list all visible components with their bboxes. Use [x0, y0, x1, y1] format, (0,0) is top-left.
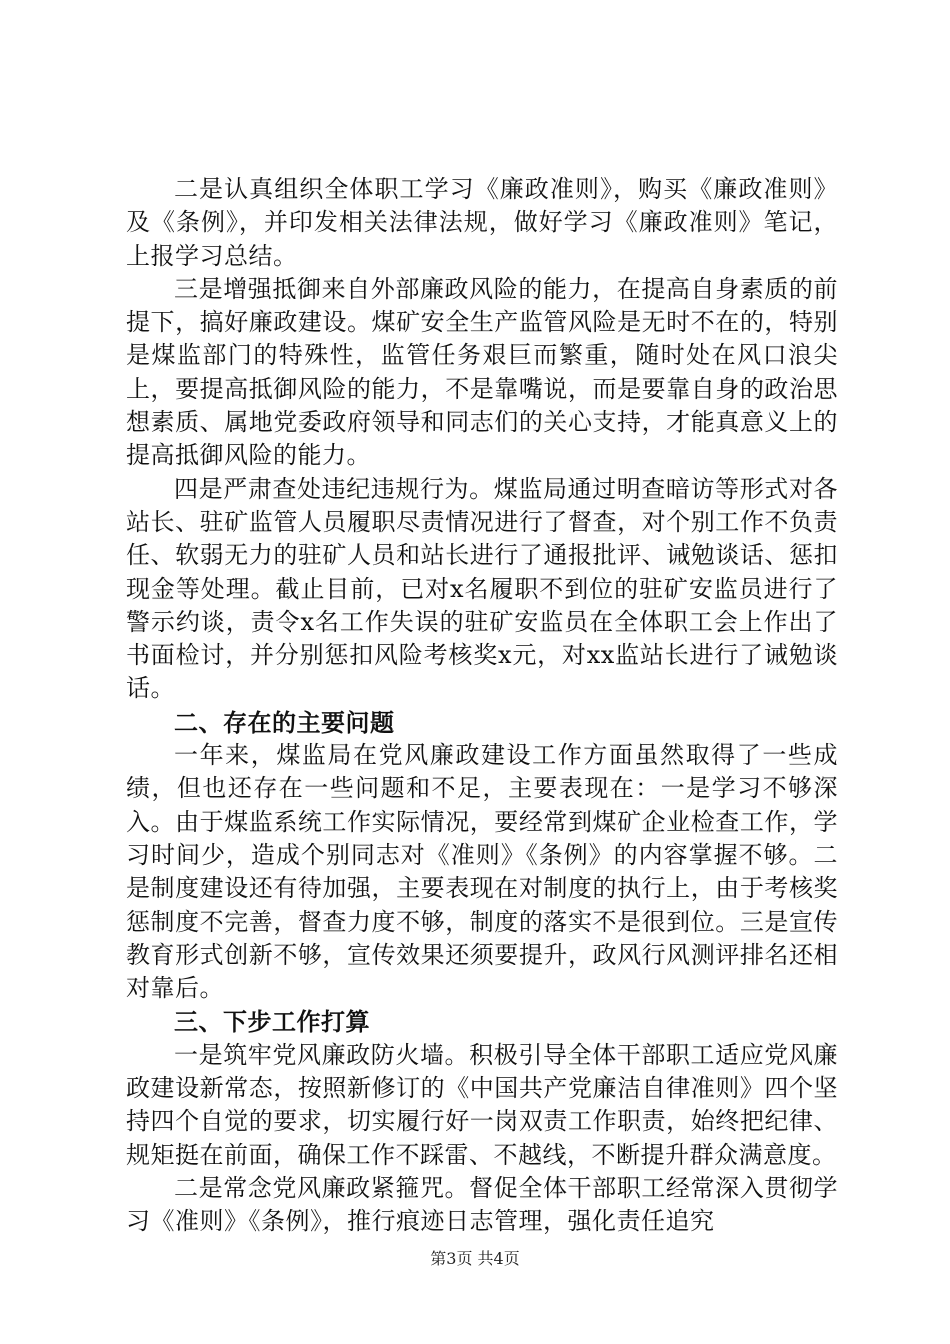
- section-heading: 二、存在的主要问题: [174, 707, 395, 737]
- paragraph: 一是筑牢党风廉政防火墙。积极引导全体干部职工适应党风廉政建设新常态，按照新修订的《中国共产党廉洁自律准则》四个坚持四个自觉的要求，切实履行好一岗双责工作职责，始终把纪律、规矩挺在前面，确保工作不踩雷、不越线，不断提升群众满意度。: [126, 1040, 838, 1169]
- page-footer: 第3页 共4页: [430, 1249, 520, 1268]
- paragraph: 二是常念党风廉政紧箍咒。督促全体干部职工经常深入贯彻学习《准则》《条例》，推行痕迹日志管理，强化责任追究: [126, 1173, 838, 1236]
- paragraph: 一年来，煤监局在党风廉政建设工作方面虽然取得了一些成绩，但也还存在一些问题和不足，主要表现在：一是学习不够深入。由于煤监系统工作实际情况，要经常到煤矿企业检查工作，学习时间少，造成个别同志对《准则》《条例》的内容掌握不够。二是制度建设还有待加强，主要表现在对制度的执行上，由于考核奖惩制度不完善，督查力度不够，制度的落实不是很到位。三是宣传教育形式创新不够，宣传效果还须要提升，政风行风测评排名还相对靠后。: [126, 741, 838, 1003]
- paragraph: 三是增强抵御来自外部廉政风险的能力，在提高自身素质的前提下，搞好廉政建设。煤矿安全生产监管风险是无时不在的，特别是煤监部门的特殊性，监管任务艰巨而繁重，随时处在风口浪尖上，要提高抵御风险的能力，不是靠嘴说，而是要靠自身的政治思想素质、属地党委政府领导和同志们的关心支持，才能真意义上的提高抵御风险的能力。: [126, 274, 838, 470]
- paragraph: 四是严肃查处违纪违规行为。煤监局通过明查暗访等形式对各站长、驻矿监管人员履职尽责情况进行了督查，对个别工作不负责任、软弱无力的驻矿人员和站长进行了通报批评、诫勉谈话、惩扣现金等处理。截止目前，已对x名履职不到位的驻矿安监员进行了警示约谈，责令x名工作失误的驻矿安监员在全体职工会上作出了书面检讨，并分别惩扣风险考核奖x元，对xx监站长进行了诫勉谈话。: [126, 474, 838, 703]
- section-heading: 三、下步工作打算: [174, 1007, 370, 1037]
- paragraph: 二是认真组织全体职工学习《廉政准则》，购买《廉政准则》及《条例》，并印发相关法律法规，做好学习《廉政准则》笔记，上报学习总结。: [126, 175, 838, 270]
- document-body: [126, 173, 838, 1239]
